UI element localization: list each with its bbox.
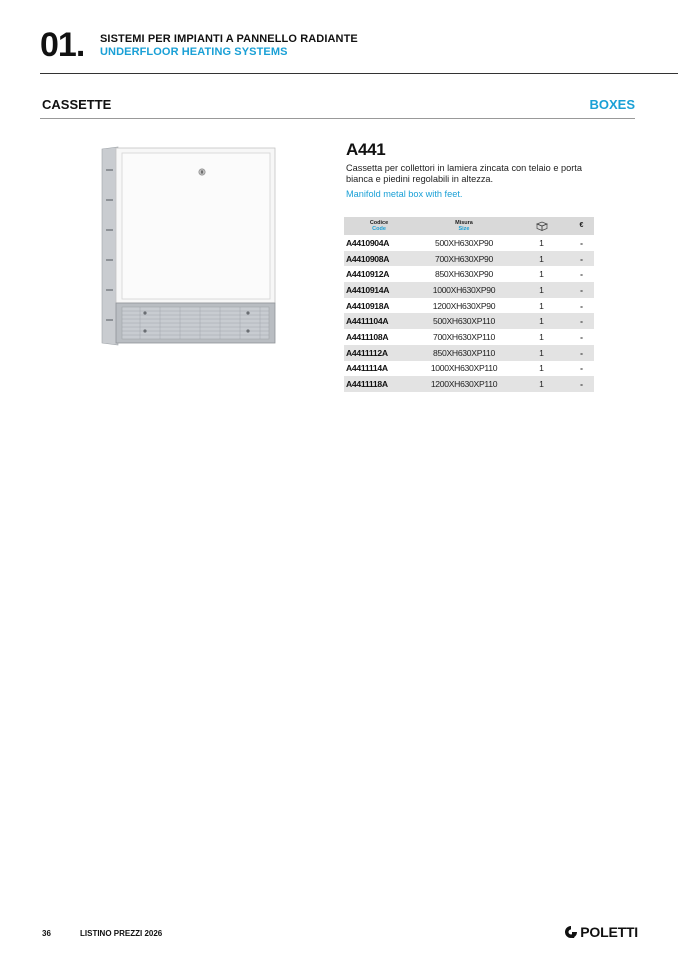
product-code: A441 — [346, 140, 386, 159]
table-row — [344, 235, 594, 251]
package-icon — [536, 221, 548, 231]
cell-size: 850XH630XP110 — [414, 345, 514, 361]
cell-price: - — [569, 376, 594, 392]
header-divider — [40, 73, 678, 74]
cell-size: 1000XH630XP90 — [414, 282, 514, 298]
product-table — [344, 217, 594, 392]
section-divider — [40, 118, 635, 119]
cell-pack: 1 — [514, 251, 569, 267]
cell-pack: 1 — [539, 363, 544, 374]
product-description-it: Cassetta per collettori in lamiera zincata con telaio e porta bianca e piedini regolabili in altezza. — [346, 163, 582, 184]
table-row — [344, 313, 594, 329]
section-title-en: BOXES — [589, 97, 635, 112]
cell-code: A4411114A — [346, 363, 388, 374]
cell-code: A4410914A — [344, 282, 414, 298]
cell-price: - — [569, 251, 594, 267]
page-number: 36 — [42, 929, 51, 938]
cell-price: - — [580, 331, 583, 342]
chapter-title-en: UNDERFLOOR HEATING SYSTEMS — [100, 46, 288, 58]
cell-price: - — [569, 313, 594, 329]
cell-price: - — [580, 269, 583, 280]
table-row — [344, 376, 594, 392]
cell-price: - — [580, 237, 583, 248]
cell-price: - — [569, 345, 594, 361]
brand-name: POLETTI — [580, 924, 638, 940]
cell-price: - — [580, 300, 583, 311]
cell-code: A4410908A — [344, 251, 414, 267]
cell-code: A4410912A — [346, 269, 390, 280]
cell-pack: 1 — [514, 376, 569, 392]
cell-code: A4410904A — [346, 237, 390, 248]
brand-logo — [564, 924, 638, 940]
col-header-price: € — [569, 217, 594, 235]
manifold-box-image — [100, 145, 285, 350]
cell-price: - — [580, 363, 583, 374]
col-header-size: Misura Size — [414, 217, 514, 235]
cell-code: A4411118A — [344, 376, 414, 392]
poletti-logo-icon — [564, 925, 578, 939]
cell-size: 850XH630XP90 — [434, 269, 494, 280]
cell-pack: 1 — [539, 269, 544, 280]
cell-size: 700XH630XP90 — [414, 251, 514, 267]
cell-size: 1000XH630XP110 — [430, 363, 498, 374]
cell-code: A4411108A — [346, 331, 389, 342]
table-row — [344, 282, 594, 298]
chapter-title-it: SISTEMI PER IMPIANTI A PANNELLO RADIANTE — [100, 33, 358, 45]
cell-price: - — [569, 282, 594, 298]
table-row — [344, 329, 594, 345]
cell-pack: 1 — [539, 331, 544, 342]
table-row — [344, 298, 594, 314]
catalog-name: LISTINO PREZZI 2026 — [80, 929, 163, 938]
table-row — [344, 266, 594, 282]
cell-size: 500XH630XP110 — [414, 313, 514, 329]
cell-code: A4410918A — [346, 300, 390, 311]
cell-pack: 1 — [514, 345, 569, 361]
cell-pack: 1 — [514, 282, 569, 298]
chapter-number: 01. — [40, 26, 85, 64]
cell-pack: 1 — [514, 313, 569, 329]
col-header-code: Codice Code — [344, 217, 414, 235]
cell-size: 700XH630XP110 — [433, 331, 495, 342]
cell-code: A4411112A — [344, 345, 414, 361]
table-row — [344, 361, 594, 377]
table-header-row — [344, 217, 594, 235]
col-header-pack — [514, 217, 569, 235]
section-title-it: CASSETTE — [42, 97, 112, 112]
cell-code: A4411104A — [344, 313, 414, 329]
cell-size: 1200XH630XP90 — [432, 300, 496, 311]
table-row — [344, 251, 594, 267]
cell-size: 500XH630XP90 — [434, 237, 494, 248]
table-row — [344, 345, 594, 361]
product-description-en: Manifold metal box with feet. — [346, 189, 463, 199]
cell-pack: 1 — [539, 300, 544, 311]
cell-pack: 1 — [539, 237, 544, 248]
cell-size: 1200XH630XP110 — [414, 376, 514, 392]
